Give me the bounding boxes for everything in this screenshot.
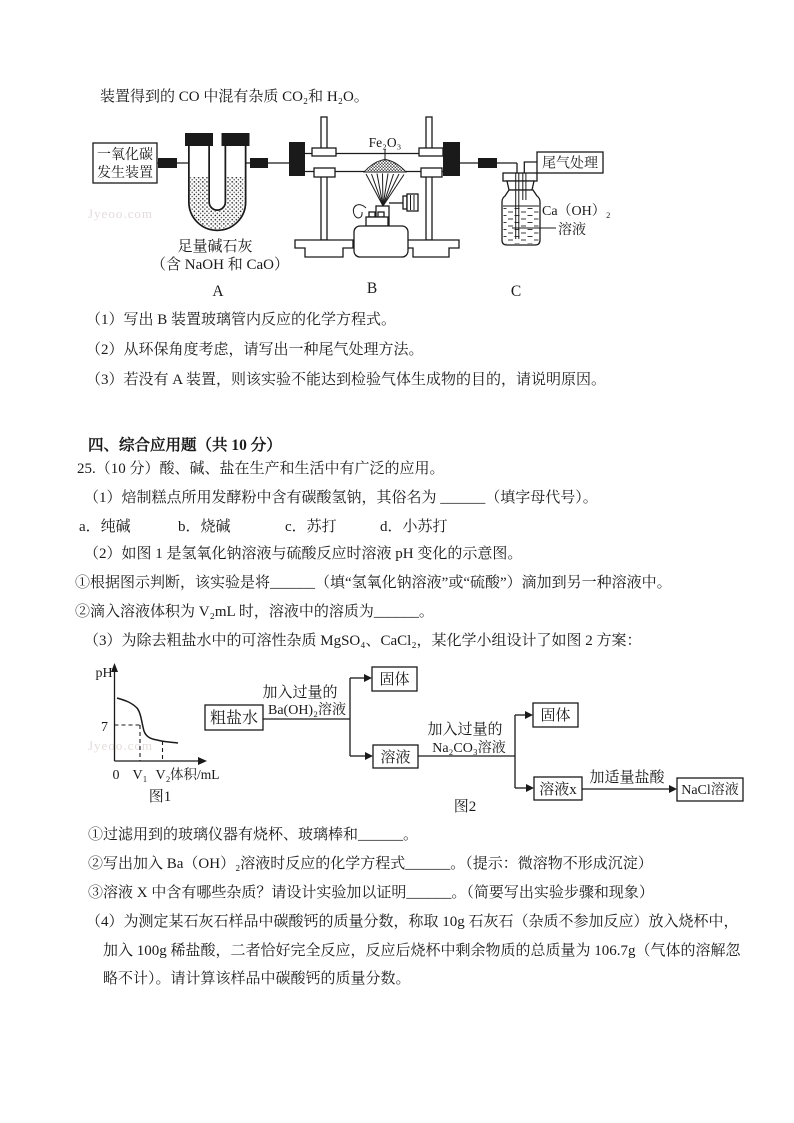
bottle-liquid <box>504 206 539 244</box>
step1-label-1: 加入过量的 <box>262 685 338 701</box>
rubber-connector <box>250 158 268 168</box>
step2-label-1: 加入过量的 <box>427 722 503 738</box>
ph7-tick: 7 <box>101 720 108 735</box>
brine-label: 粗盐水 <box>209 710 259 727</box>
u-tube <box>185 133 250 220</box>
co-generator-label-2: 发生装置 <box>97 166 153 181</box>
option-c: c．苏打 <box>285 519 337 535</box>
bottle-label-2: 溶液 <box>558 223 586 238</box>
v1-tick: V₁ <box>132 768 148 783</box>
figure2-caption: 图2 <box>453 799 477 815</box>
step1-label-2: Ba(OH)₂溶液 <box>268 703 346 718</box>
fe2o3-label: Fe₂O₃ <box>368 135 402 150</box>
nacl-label: NaCl溶液 <box>681 783 739 798</box>
soda-lime-caption-2: （含 NaOH 和 CaO） <box>151 257 289 273</box>
question-2: （2）从环保角度考虑，请写出一种尾气处理方法。 <box>86 342 424 358</box>
step3-label: 加适量盐酸 <box>589 770 665 786</box>
q25-4-line2: 加入 100g 稀盐酸，二者恰好完全反应，反应后烧杯中剩余物质的总质量为 106.7g（气体的溶解忽 <box>103 943 741 959</box>
figure1-caption: 图1 <box>148 789 172 805</box>
u-tube-stopper-left <box>185 133 213 146</box>
lamp-knob <box>407 194 418 211</box>
co-generator-box <box>93 143 157 183</box>
lamp-tank <box>354 226 408 257</box>
tube-stopper-right <box>443 142 460 176</box>
y-axis-label: pH <box>95 666 113 681</box>
q25-3: （3）为除去粗盐水中的可溶性杂质 MgSO₄、CaCl₂，某化学小组设计了如图 2 方案： <box>84 633 642 649</box>
figure2-flowchart <box>195 660 755 816</box>
bottle-label-1: Ca（OH）₂ <box>542 204 611 219</box>
v2-tick: V₂ <box>155 768 171 783</box>
rubber-connector <box>478 158 497 168</box>
tube-stopper-left <box>289 142 305 176</box>
option-b: b．烧碱 <box>178 519 231 535</box>
watermark: Jyeoo.com <box>88 738 153 753</box>
lamp-air-valve <box>353 205 366 218</box>
q25-intro: 25.（10 分）酸、碱、盐在生产和生活中有广泛的应用。 <box>77 461 445 477</box>
q25-2-sub2: ②滴入溶液体积为 V₂mL 时，溶液中的溶质为______。 <box>75 604 434 620</box>
x-axis-label: 体积/mL <box>170 767 220 782</box>
question-1: （1）写出 B 装置玻璃管内反应的化学方程式。 <box>86 312 397 328</box>
alcohol-blast-lamp <box>353 194 418 257</box>
co-generator-label-1: 一氧化碳 <box>97 148 153 163</box>
arrow-to-nacl <box>669 785 677 793</box>
option-d: d．小苏打 <box>380 519 448 535</box>
apparatus-diagram <box>60 112 740 304</box>
option-a: a．纯碱 <box>79 519 131 535</box>
q25-3-sub1: ①过滤用到的玻璃仪器有烧杯、玻璃棒和______。 <box>88 827 419 843</box>
rubber-connector <box>158 158 177 168</box>
solution1-label: 溶液 <box>380 750 411 766</box>
arrow-to-solid2 <box>525 711 533 719</box>
q25-3-sub3: ③溶液 X 中含有哪些杂质？请设计实验加以证明______。（简要写出实验步骤和现象） <box>88 885 654 901</box>
q25-2-sub1: ①根据图示判断，该实验是将______（填“氢氧化钠溶液”或“硫酸”）滴加到另一种溶液中。 <box>75 575 672 591</box>
step2-label-2: Na₂CO₃溶液 <box>432 741 506 756</box>
device-label-c: C <box>510 283 522 300</box>
question-3: （3）若没有 A 装置，则该实验不能达到检验气体生成物的目的，请说明原因。 <box>86 372 607 388</box>
origin-tick: 0 <box>112 768 120 783</box>
u-tube-stopper-right <box>222 133 250 146</box>
section-heading: 四、综合应用题（共 10 分） <box>88 437 282 454</box>
q25-2: （2）如图 1 是氢氧化钠溶液与硫酸反应时溶液 pH 变化的示意图。 <box>84 546 523 562</box>
soda-lime-caption-1: 足量碱石灰 <box>177 239 253 255</box>
arrow-to-solid1 <box>364 674 372 682</box>
burner-flame <box>366 174 404 207</box>
solid1-label: 固体 <box>379 672 410 688</box>
ph-curve <box>117 698 178 743</box>
device-label-a: A <box>212 283 224 300</box>
solutionx-label: 溶液x <box>539 782 577 798</box>
device-label-b: B <box>366 280 378 297</box>
q25-4-line1: （4）为测定某石灰石样品中碳酸钙的质量分数，称取 10g 石灰石（杂质不参加反应）放入烧杯中， <box>86 914 739 930</box>
soda-lime-fill <box>199 177 236 220</box>
arrow-to-solutionx <box>526 784 534 792</box>
arrow-to-solution1 <box>365 752 373 760</box>
tail-gas-label: 尾气处理 <box>542 156 598 172</box>
watermark: Jyeoo.com <box>88 206 153 221</box>
intro-line: 装置得到的 CO 中混有杂质 CO₂和 H₂O。 <box>100 89 369 105</box>
q25-1: （1）焙制糕点所用发酵粉中含有碳酸氢钠，其俗名为 ______（填字母代号）。 <box>84 490 598 506</box>
solid2-label: 固体 <box>540 708 571 724</box>
q25-4-line3: 略不计）。请计算该样品中碳酸钙的质量分数。 <box>103 971 411 987</box>
q25-3-sub2: ②写出加入 Ba（OH）₂溶液时反应的化学方程式______。（提示：微溶物不形成沉淀） <box>88 856 653 872</box>
